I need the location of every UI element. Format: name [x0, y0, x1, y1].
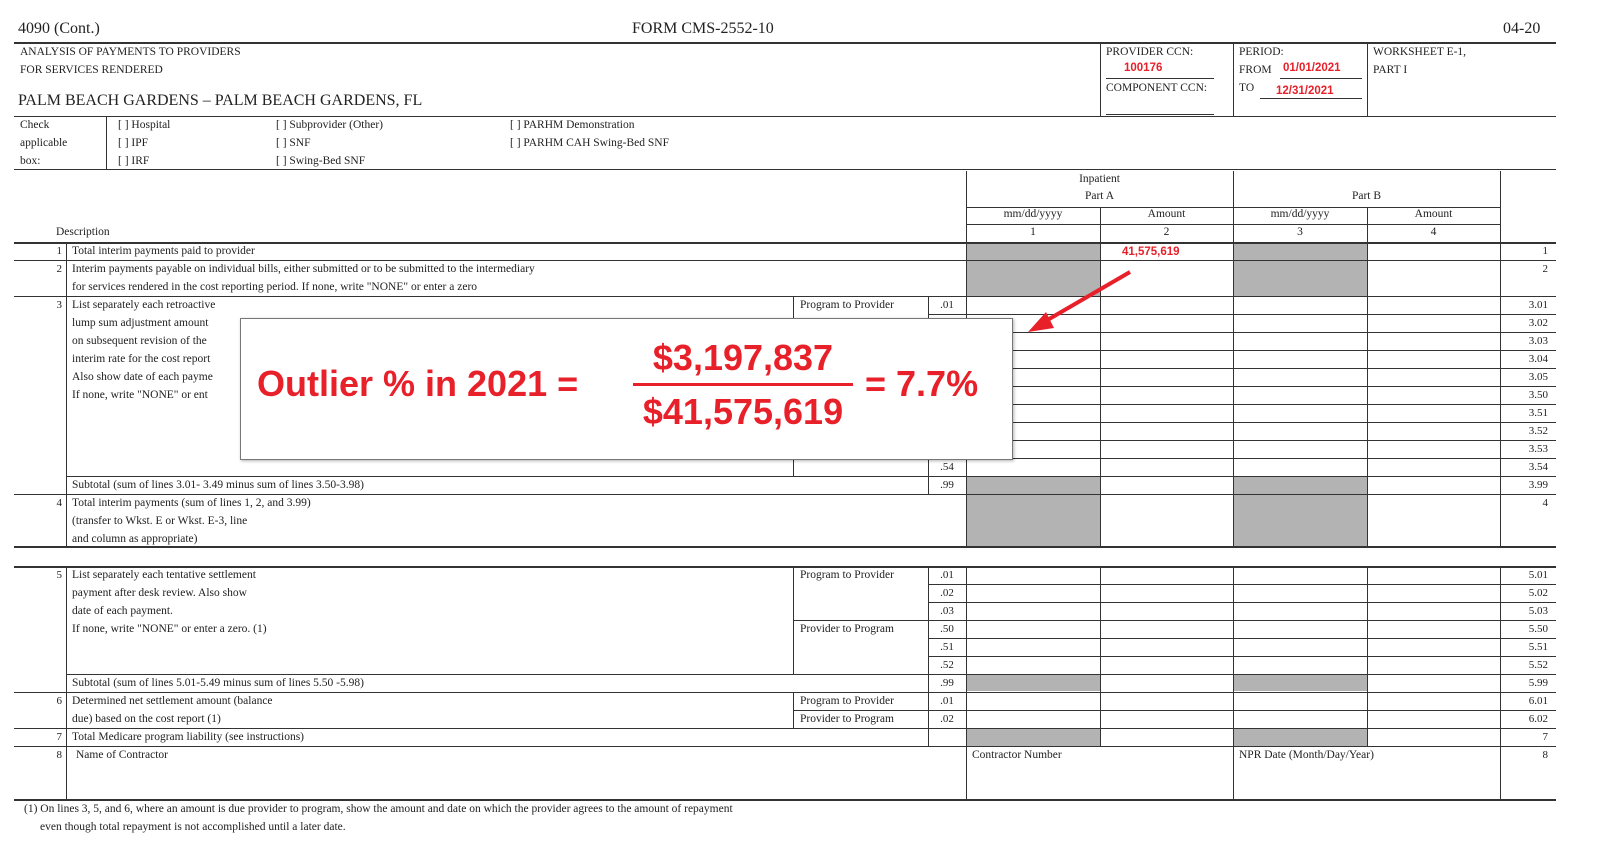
line-5-sub-50: .50 — [940, 623, 954, 635]
npr-date-label: NPR Date (Month/Day/Year) — [1239, 749, 1374, 761]
line-7-num: 7 — [56, 731, 62, 743]
period-label: PERIOD: — [1239, 46, 1284, 58]
line-1-num: 1 — [56, 245, 62, 257]
rn-7: 7 — [1542, 731, 1548, 743]
line-1-text: Total interim payments paid to provider — [72, 245, 255, 257]
line-6-program-to-provider: Program to Provider — [800, 695, 894, 707]
footnote-line2: even though total repayment is not accomplished until a later date. — [40, 821, 346, 833]
description-header: Description — [56, 226, 110, 238]
line-5-sub-52: .52 — [940, 659, 954, 671]
form-revision: 04-20 — [1503, 20, 1541, 37]
shade-c3-l1-2 — [1234, 244, 1367, 296]
title-divider-1 — [1100, 43, 1101, 116]
title-bottom-rule — [14, 116, 1556, 117]
rule-subtotal-3 — [66, 476, 1556, 477]
col-div-d — [1367, 207, 1368, 547]
title-line2: FOR SERVICES RENDERED — [20, 64, 163, 76]
line-8-text: Name of Contractor — [76, 749, 168, 761]
rn-5-99: 5.99 — [1528, 677, 1548, 689]
rule-l6 — [14, 728, 1556, 729]
col-num-2: 2 — [1163, 226, 1170, 238]
to-label: TO — [1239, 82, 1255, 94]
rn-3-54: 3.54 — [1528, 461, 1548, 473]
table-bottom-rule — [14, 799, 1556, 801]
part-a-header: Part A — [1084, 190, 1115, 202]
rn-3-52: 3.52 — [1528, 425, 1548, 437]
from-underline — [1280, 78, 1362, 79]
line-5-text-1: List separately each tentative settlement — [72, 569, 256, 581]
worksheet-part: PART I — [1373, 64, 1408, 76]
rn-6-02: 6.02 — [1528, 713, 1548, 725]
line-7-text: Total Medicare program liability (see instructions) — [72, 731, 304, 743]
line-2-text-b: for services rendered in the cost reporting period. If none, write "NONE" or enter a zero — [72, 281, 478, 293]
rn-2: 2 — [1542, 263, 1548, 275]
checkbox-hospital[interactable]: [ ] Hospital — [118, 119, 171, 131]
rn-3-03: 3.03 — [1528, 335, 1548, 347]
checkbox-subprovider[interactable]: [ ] Subprovider (Other) — [276, 119, 383, 131]
footnote-line1: (1) On lines 3, 5, and 6, where an amount is due provider to program, show the amount and date on which the provider agrees to the amount of repayment — [24, 803, 733, 815]
shade-c3-l5-99 — [1234, 675, 1367, 691]
line-4-num: 4 — [56, 497, 62, 509]
line-3-sub-99: .99 — [940, 479, 954, 491]
component-ccn-label: COMPONENT CCN: — [1106, 82, 1208, 94]
line-8-num: 8 — [56, 749, 62, 761]
rule-l2 — [14, 296, 1556, 297]
line-5-sub-01: .01 — [940, 569, 954, 581]
rn-5-50: 5.50 — [1528, 623, 1548, 635]
line-5-text-2: payment after desk review. Also show — [72, 587, 247, 599]
line-3-program-to-provider: Program to Provider — [800, 299, 894, 311]
line-6-text-1: Determined net settlement amount (balance — [72, 695, 273, 707]
shade-c3-l3-4 — [1234, 477, 1367, 546]
col3-label: mm/dd/yyyy — [1270, 208, 1330, 220]
rule-353 — [928, 440, 1556, 441]
col4-label: Amount — [1414, 208, 1453, 220]
rule-302 — [928, 314, 1556, 315]
col-div-b — [1100, 207, 1101, 547]
rule-502 — [928, 584, 1556, 585]
rn-8: 8 — [1542, 749, 1548, 761]
rn-5-02: 5.02 — [1528, 587, 1548, 599]
l5-sub-div — [928, 568, 929, 746]
from-label: FROM — [1239, 64, 1272, 76]
rn-3-99: 3.99 — [1528, 479, 1548, 491]
rule-550 — [793, 620, 1556, 621]
rule-305 — [928, 368, 1556, 369]
rn-3-01: 3.01 — [1528, 299, 1548, 311]
col-num-3: 3 — [1297, 226, 1303, 238]
outlier-numerator: $3,197,837 — [652, 337, 834, 378]
rule-352 — [928, 422, 1556, 423]
rule-l7 — [14, 746, 1556, 747]
rule-l1 — [14, 260, 1556, 261]
rn-3-02: 3.02 — [1528, 317, 1548, 329]
line-3-text-1: List separately each retroactive — [72, 299, 216, 311]
check-divider — [106, 116, 107, 169]
rn-5-03: 5.03 — [1528, 605, 1548, 617]
col-num-1: 1 — [1030, 226, 1036, 238]
provider-ccn-value: 100176 — [1124, 62, 1163, 74]
checkbox-snf[interactable]: [ ] SNF — [276, 137, 311, 149]
from-date: 01/01/2021 — [1283, 62, 1341, 74]
checkbox-parhm-demo[interactable]: [ ] PARHM Demonstration — [510, 119, 635, 131]
line-3-text-2: lump sum adjustment amount — [72, 317, 209, 329]
line-3-num: 3 — [56, 299, 62, 311]
l5-label-div — [793, 568, 794, 675]
check-bottom-rule — [14, 169, 1556, 170]
rule-l3 — [14, 494, 1556, 495]
line-5-sub-51: .51 — [940, 641, 954, 653]
line-3-sub-54: .54 — [940, 461, 954, 473]
provider-ccn-underline — [1106, 78, 1214, 79]
arrow-head — [1028, 312, 1054, 332]
col-div-d2 — [1367, 568, 1368, 746]
line-2-num: 2 — [56, 263, 62, 275]
rn-5-52: 5.52 — [1528, 659, 1548, 671]
rn-3-04: 3.04 — [1528, 353, 1548, 365]
rule-503 — [928, 602, 1556, 603]
outlier-denominator: $41,575,619 — [642, 391, 844, 432]
line-5-text-3: date of each payment. — [72, 605, 173, 617]
col-label-rule — [966, 224, 1500, 225]
rn-5-01: 5.01 — [1528, 569, 1548, 581]
line-3-text-3: on subsequent revision of the — [72, 335, 207, 347]
contractor-number-label: Contractor Number — [972, 749, 1062, 761]
checkbox-parhm-cah[interactable]: [ ] PARHM CAH Swing-Bed SNF — [510, 137, 670, 149]
line-4-text-2: (transfer to Wkst. E or Wkst. E-3, line — [72, 515, 248, 527]
rn-3-50: 3.50 — [1528, 389, 1548, 401]
outlier-result: = 7.7% — [865, 363, 979, 404]
line-6-text-2: due) based on the cost report (1) — [72, 713, 221, 725]
fraction-bar — [633, 383, 853, 386]
col-div-e — [1500, 171, 1501, 547]
line-3-subtotal: Subtotal (sum of lines 3.01- 3.49 minus sum of lines 3.50-3.98) — [72, 479, 364, 491]
rule-subtotal-5 — [66, 674, 1556, 675]
col1-label: mm/dd/yyyy — [1003, 208, 1063, 220]
line-3-text-5: Also show date of each payme — [72, 371, 213, 383]
provider-ccn-label: PROVIDER CCN: — [1106, 46, 1194, 58]
title-divider-3 — [1367, 43, 1368, 116]
check-label-2: applicable — [20, 137, 68, 149]
provider-name: PALM BEACH GARDENS – PALM BEACH GARDENS, FL — [18, 92, 423, 109]
line-5-num: 5 — [56, 569, 62, 581]
rn-3-51: 3.51 — [1528, 407, 1548, 419]
form-name: FORM CMS-2552-10 — [632, 20, 774, 37]
shade-c3-l7 — [1234, 729, 1367, 746]
outlier-callout — [240, 318, 1013, 460]
rule-551 — [928, 638, 1556, 639]
part-b-header: Part B — [1351, 190, 1382, 202]
line-4-text-1: Total interim payments (sum of lines 1, 2, and 3.99) — [72, 497, 311, 509]
line-5-sub-03: .03 — [940, 605, 954, 617]
title-line1: ANALYSIS OF PAYMENTS TO PROVIDERS — [20, 46, 241, 58]
outlier-label: Outlier % in 2021 = — [257, 363, 579, 404]
col2-label: Amount — [1147, 208, 1186, 220]
line-1-amount: 41,575,619 — [1122, 246, 1180, 258]
line-2-text-a: Interim payments payable on individual bills, either submitted or to be submitted to the intermediary — [72, 263, 535, 275]
line-6-sub-02: .02 — [940, 713, 954, 725]
line-6-sub-01: .01 — [940, 695, 954, 707]
inpatient-header: Inpatient — [1079, 173, 1120, 185]
checkbox-ipf[interactable]: [ ] IPF — [118, 137, 149, 149]
desc-divider-2 — [66, 568, 67, 800]
check-label-3: box: — [20, 155, 41, 167]
line-3-text-4: interim rate for the cost report — [72, 353, 211, 365]
shade-c1-l7 — [967, 729, 1100, 746]
col-num-4: 4 — [1430, 226, 1437, 238]
rule-303 — [928, 332, 1556, 333]
line-3-text-6: If none, write "NONE" or ent — [72, 389, 208, 401]
line-5-sub-99: .99 — [940, 677, 954, 689]
rule-304 — [928, 350, 1556, 351]
shade-c1-l1-2 — [967, 244, 1100, 296]
col-div-b2 — [1100, 568, 1101, 746]
rn-3-05: 3.05 — [1528, 371, 1548, 383]
rule-351 — [928, 404, 1556, 405]
shade-c1-l3-4 — [967, 477, 1100, 546]
line-6-num: 6 — [56, 695, 62, 707]
line-5-provider-to-program: Provider to Program — [800, 623, 894, 635]
rule-350 — [928, 386, 1556, 387]
line-5-sub-02: .02 — [940, 587, 954, 599]
rn-5-51: 5.51 — [1528, 641, 1548, 653]
desc-divider — [66, 244, 67, 547]
rule-l4 — [14, 546, 1556, 548]
rule-602 — [793, 710, 1556, 711]
rn-3-53: 3.53 — [1528, 443, 1548, 455]
rn-4: 4 — [1542, 497, 1548, 509]
rn-1: 1 — [1542, 245, 1548, 257]
line-4-text-3: and column as appropriate) — [72, 533, 198, 545]
form-section-ref: 4090 (Cont.) — [18, 20, 100, 37]
to-date: 12/31/2021 — [1276, 85, 1334, 97]
to-underline — [1260, 98, 1362, 99]
line-5-program-to-provider: Program to Provider — [800, 569, 894, 581]
section2-top-rule — [14, 566, 1556, 568]
rule-552 — [928, 656, 1556, 657]
line-5-text-4: If none, write "NONE" or enter a zero. (1) — [72, 623, 267, 635]
rule-l5 — [14, 692, 1556, 693]
check-label-1: Check — [20, 119, 50, 131]
checkbox-irf[interactable]: [ ] IRF — [118, 155, 150, 167]
line-6-provider-to-program: Provider to Program — [800, 713, 894, 725]
shade-c1-l5-99 — [967, 675, 1100, 691]
header-rule — [14, 42, 1556, 44]
line-5-subtotal: Subtotal (sum of lines 5.01-5.49 minus sum of lines 5.50 -5.98) — [72, 677, 364, 689]
line-3-sub-01: .01 — [940, 299, 954, 311]
worksheet-id: WORKSHEET E-1, — [1373, 46, 1467, 58]
component-ccn-underline — [1106, 114, 1214, 115]
title-divider-2 — [1233, 43, 1234, 116]
rn-6-01: 6.01 — [1528, 695, 1548, 707]
checkbox-swing-bed-snf[interactable]: [ ] Swing-Bed SNF — [276, 155, 366, 167]
